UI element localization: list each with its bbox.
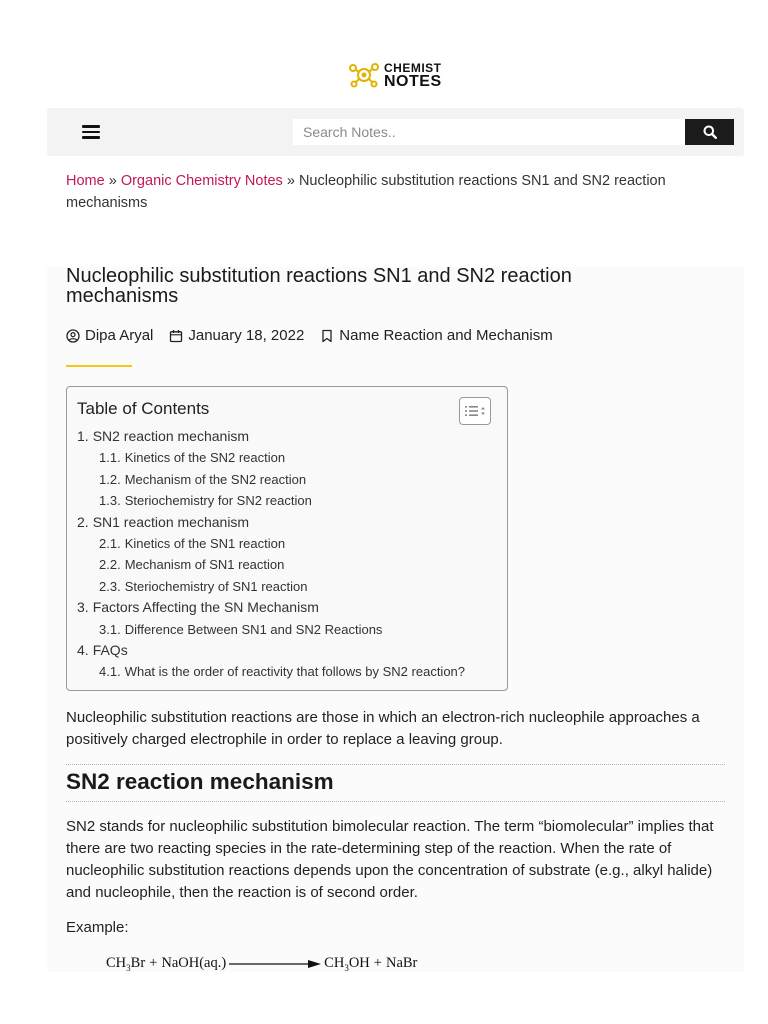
reaction-equation xyxy=(106,955,417,973)
toc-item[interactable]: 1.2. Mechanism of the SN2 reaction xyxy=(99,471,307,487)
toc-item[interactable]: 2. SN1 reaction mechanism xyxy=(77,513,250,530)
toc-item[interactable]: 2.2. Mechanism of SN1 reaction xyxy=(99,557,285,573)
toc-item[interactable]: 4. FAQs xyxy=(77,641,128,658)
navbar xyxy=(47,108,744,156)
logo-line1: CHEMIST xyxy=(384,61,442,75)
reaction-arrow-icon xyxy=(228,959,322,969)
breadcrumb-home-link[interactable]: Home xyxy=(66,173,105,189)
breadcrumb xyxy=(66,170,716,214)
table-of-contents xyxy=(66,386,508,691)
date-text: January 18, 2022 xyxy=(188,327,305,344)
calendar-icon xyxy=(169,329,183,343)
product-2: NaBr xyxy=(385,955,418,972)
toc-list xyxy=(77,426,465,683)
toc-item[interactable]: 1.1. Kinetics of the SN2 reaction xyxy=(99,450,286,466)
toc-item[interactable]: 3. Factors Affecting the SN Mechanism xyxy=(77,599,319,616)
reactant-2: NaOH(aq.) xyxy=(161,955,227,972)
breadcrumb-current: Nucleophilic substitution reactions SN1 and SN2 reaction mechanisms xyxy=(66,173,666,211)
search-icon xyxy=(703,125,717,139)
menu-hamburger-icon[interactable] xyxy=(82,125,100,139)
logo-line2: NOTES xyxy=(384,73,442,90)
post-meta xyxy=(66,327,569,344)
post-category[interactable] xyxy=(320,327,552,344)
sn2-paragraph: SN2 stands for nucleophilic substitution bimolecular reaction. The term “biomolecular” implies that there are two reacting species in the rate-determining step of the reaction. When the rate of nucleophilic substitution reactions depends upon the concentration of substrate (e.g., alkyl halide) and nucleophile, then the reaction is of second order. xyxy=(66,818,714,901)
search-input[interactable] xyxy=(293,119,685,145)
user-circle-icon xyxy=(66,329,80,343)
breadcrumb-separator: » xyxy=(286,173,295,189)
toc-item[interactable]: 2.3. Steriochemistry of SN1 reaction xyxy=(99,578,308,594)
section-divider xyxy=(66,801,725,802)
example-label: Example: xyxy=(66,919,129,936)
reactant-1: $CH_3Br$ xyxy=(106,955,146,973)
post-author[interactable] xyxy=(66,327,153,344)
title-accent-divider xyxy=(66,365,132,367)
plus-sign: + xyxy=(373,955,382,972)
intro-paragraph: Nucleophilic substitution reactions are those in which an electron-rich nucleophile approaches a positively charged electrophile in order to replace a leaving group. xyxy=(66,709,700,748)
section-divider xyxy=(66,764,725,765)
molecule-logo-icon xyxy=(348,60,380,90)
logo-wordmark xyxy=(384,61,442,89)
section-heading-sn2: SN2 reaction mechanism xyxy=(66,769,334,794)
list-toggle-icon xyxy=(464,404,486,418)
breadcrumb-separator: » xyxy=(108,173,117,189)
plus-sign: + xyxy=(149,955,158,972)
toc-toggle-button[interactable] xyxy=(459,397,491,425)
toc-title: Table of Contents xyxy=(77,399,210,418)
toc-item[interactable]: 3.1. Difference Between SN1 and SN2 Reactions xyxy=(99,621,383,637)
toc-item[interactable]: 1. SN2 reaction mechanism xyxy=(77,428,250,444)
post-date[interactable] xyxy=(169,327,304,344)
site-logo[interactable] xyxy=(348,60,442,90)
breadcrumb-category-link[interactable]: Organic Chemistry Notes xyxy=(120,173,283,189)
product-1: $CH_3OH$ xyxy=(324,955,370,973)
toc-item[interactable]: 4.1. What is the order of reactivity that follows by SN2 reaction? xyxy=(99,664,466,680)
toc-item[interactable]: 1.3. Steriochemistry for SN2 reaction xyxy=(99,493,312,509)
toc-item[interactable]: 2.1. Kinetics of the SN1 reaction xyxy=(99,535,286,551)
category-text: Name Reaction and Mechanism xyxy=(339,327,553,344)
author-name: Dipa Aryal xyxy=(85,327,154,344)
search-button[interactable] xyxy=(685,119,734,145)
bookmark-icon xyxy=(320,329,334,343)
page-title: Nucleophilic substitution reactions SN1 and SN2 reaction mechanisms xyxy=(66,265,572,307)
